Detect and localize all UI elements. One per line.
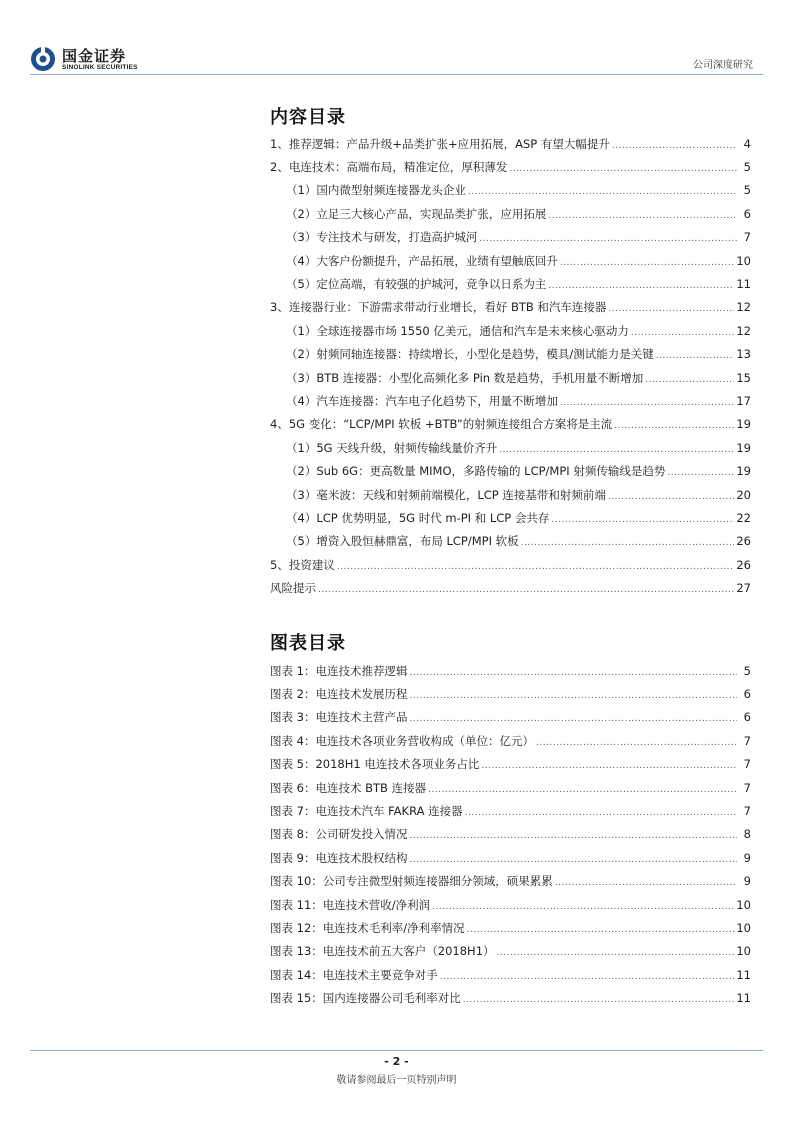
- toc-entry[interactable]: [270, 459, 751, 482]
- figure-entry[interactable]: [270, 963, 751, 986]
- toc-entry[interactable]: [270, 413, 751, 436]
- entry-title: 风险提示: [270, 581, 316, 596]
- entry-page: 22: [736, 510, 751, 525]
- dot-leader: [481, 758, 737, 770]
- entry-title: 图表 3：电连技术主营产品: [270, 710, 408, 725]
- figures-title: 图表目录: [270, 633, 346, 654]
- toc-entry[interactable]: [270, 483, 751, 506]
- entry-title: （1）国内微型射频连接器龙头企业: [286, 183, 466, 198]
- toc-entry[interactable]: [270, 436, 751, 459]
- entry-page: 26: [736, 534, 751, 549]
- entry-title: 图表 12：电连技术毛利率/净利率情况: [270, 920, 465, 935]
- entry-title: 图表 1：电连技术推荐逻辑: [270, 663, 408, 678]
- entry-title: 图表 8：公司研发投入情况: [270, 827, 408, 842]
- entry-title: （1）全球连接器市场 1550 亿美元，通信和汽车是未来核心驱动力: [286, 323, 629, 338]
- entry-page: 26: [736, 557, 751, 572]
- toc-entry[interactable]: [270, 132, 751, 155]
- entry-title: （2）射频同轴连接器：持续增长，小型化是趋势，模具/测试能力是关键: [286, 347, 654, 362]
- toc-entry[interactable]: [270, 272, 751, 295]
- figure-entry[interactable]: [270, 682, 751, 705]
- dot-leader: [548, 278, 734, 290]
- entry-page: 10: [736, 897, 751, 912]
- dot-leader: [497, 945, 735, 957]
- entry-title: （5）增资入股恒赫鼎富，布局 LCP/MPI 软板: [286, 534, 519, 549]
- entry-page: 6: [743, 710, 751, 725]
- entry-title: 图表 13：电连技术前五大客户（2018H1）: [270, 944, 495, 959]
- dot-leader: [463, 992, 735, 1004]
- toc-entry[interactable]: [270, 576, 751, 599]
- dot-leader: [555, 875, 737, 887]
- dot-leader: [560, 395, 735, 407]
- entry-page: 27: [736, 581, 751, 596]
- dot-leader: [409, 828, 737, 840]
- figure-entry[interactable]: [270, 823, 751, 846]
- entry-title: 图表 14：电连技术主要竞争对手: [270, 967, 438, 982]
- entry-page: 19: [736, 417, 751, 432]
- entry-title: （4）LCP 优势明显，5G 时代 m-PI 和 LCP 会共存: [286, 510, 550, 525]
- dot-leader: [479, 231, 737, 243]
- figure-entry[interactable]: [270, 659, 751, 682]
- entry-title: （1）5G 天线升级，射频传输线量价齐升: [286, 440, 498, 455]
- figure-entry[interactable]: [270, 776, 751, 799]
- figure-entry[interactable]: [270, 706, 751, 729]
- sinolink-logo-icon: [30, 46, 56, 72]
- dot-leader: [608, 301, 734, 313]
- entry-page: 6: [743, 687, 751, 702]
- toc-entry[interactable]: [270, 553, 751, 576]
- toc-entry[interactable]: [270, 226, 751, 249]
- entry-page: 5: [743, 663, 751, 678]
- entry-title: 2、电连技术：高端布局，精准定位，厚积薄发: [270, 160, 508, 175]
- entry-title: 5、投资建议: [270, 557, 335, 572]
- entry-page: 15: [736, 370, 751, 385]
- toc-entry[interactable]: [270, 319, 751, 342]
- figure-entry[interactable]: [270, 870, 751, 893]
- figure-entry[interactable]: [270, 940, 751, 963]
- entry-page: 9: [743, 850, 751, 865]
- toc-entry[interactable]: [270, 155, 751, 178]
- entry-page: 12: [736, 323, 751, 338]
- entry-page: 10: [736, 253, 751, 268]
- logo-text-cn: 国金证券: [62, 47, 127, 65]
- entry-title: 图表 4：电连技术各项业务营收构成（单位：亿元）: [270, 733, 534, 748]
- entry-title: （4）大客户份额提升，产品拓展，业绩有望触底回升: [286, 253, 558, 268]
- contents-list: [270, 132, 751, 600]
- entry-page: 7: [743, 230, 751, 245]
- entry-title: （2）Sub 6G：更高数量 MIMO，多路传输的 LCP/MPI 射频传输线是趋势: [286, 464, 666, 479]
- entry-title: （4）汽车连接器：汽车电子化趋势下，用量不断增加: [286, 393, 558, 408]
- entry-page: 11: [736, 967, 751, 982]
- dot-leader: [428, 782, 737, 794]
- entry-title: 图表 9：电连技术股权结构: [270, 850, 408, 865]
- entry-title: 图表 5：2018H1 电连技术各项业务占比: [270, 757, 480, 772]
- entry-title: （2）立足三大核心产品，实现品类扩张，应用拓展: [286, 206, 547, 221]
- logo-text-en: SINOLINK SECURITIES: [62, 64, 138, 71]
- contents-title: 内容目录: [270, 107, 346, 128]
- dot-leader: [612, 138, 737, 150]
- entry-title: （5）定位高端，有较强的护城河，竞争以日系为主: [286, 277, 547, 292]
- entry-page: 17: [736, 393, 751, 408]
- toc-entry[interactable]: [270, 389, 751, 412]
- dot-leader: [409, 852, 737, 864]
- entry-title: （3）毫米波：天线和射频前端模化，LCP 连接基带和射频前端: [286, 487, 606, 502]
- entry-title: 3、连接器行业：下游需求带动行业增长，看好 BTB 和汽车连接器: [270, 300, 607, 315]
- entry-page: 9: [743, 874, 751, 889]
- figures-list: [270, 659, 751, 1010]
- entry-page: 19: [736, 440, 751, 455]
- entry-title: （3）专注技术与研发，打造高护城河: [286, 230, 478, 245]
- dot-leader: [432, 899, 734, 911]
- entry-page: 8: [743, 827, 751, 842]
- toc-entry[interactable]: [270, 366, 751, 389]
- dot-leader: [631, 325, 734, 337]
- entry-title: 图表 6：电连技术 BTB 连接器: [270, 780, 427, 795]
- dot-leader: [467, 922, 735, 934]
- dot-leader: [521, 535, 735, 547]
- entry-page: 7: [743, 733, 751, 748]
- dot-leader: [440, 969, 735, 981]
- dot-leader: [667, 465, 734, 477]
- figure-entry[interactable]: [270, 893, 751, 916]
- footer-divider: [30, 1050, 763, 1051]
- figure-entry[interactable]: [270, 729, 751, 752]
- document-type: 公司深度研究: [693, 60, 753, 71]
- dot-leader: [499, 442, 734, 454]
- dot-leader: [318, 582, 734, 594]
- figure-entry[interactable]: [270, 753, 751, 776]
- toc-entry[interactable]: [270, 296, 751, 319]
- dot-leader: [465, 805, 737, 817]
- entry-page: 13: [736, 347, 751, 362]
- entry-page: 11: [736, 991, 751, 1006]
- entry-title: 图表 15：国内连接器公司毛利率对比: [270, 991, 461, 1006]
- dot-leader: [614, 418, 734, 430]
- entry-page: 11: [736, 277, 751, 292]
- entry-page: 20: [736, 487, 751, 502]
- dot-leader: [509, 161, 737, 173]
- figure-entry[interactable]: [270, 799, 751, 822]
- entry-page: 5: [743, 160, 751, 175]
- entry-title: 1、推荐逻辑：产品升级+品类扩张+应用拓展，ASP 有望大幅提升: [270, 136, 610, 151]
- entry-title: 图表 10：公司专注微型射频连接器细分领域，硕果累累: [270, 874, 553, 889]
- dot-leader: [409, 688, 737, 700]
- figure-entry[interactable]: [270, 916, 751, 939]
- entry-page: 12: [736, 300, 751, 315]
- entry-page: 7: [743, 757, 751, 772]
- dot-leader: [409, 711, 737, 723]
- entry-page: 10: [736, 944, 751, 959]
- entry-page: 10: [736, 920, 751, 935]
- entry-title: （3）BTB 连接器：小型化高频化多 Pin 数是趋势，手机用量不断增加: [286, 370, 644, 385]
- entry-page: 7: [743, 780, 751, 795]
- header-divider: [30, 74, 763, 75]
- toc-entry[interactable]: [270, 343, 751, 366]
- dot-leader: [560, 255, 735, 267]
- entry-page: 7: [743, 804, 751, 819]
- dot-leader: [536, 735, 737, 747]
- dot-leader: [656, 348, 735, 360]
- dot-leader: [468, 184, 737, 196]
- entry-title: 图表 11：电连技术营收/净利润: [270, 897, 431, 912]
- toc-entry[interactable]: [270, 202, 751, 225]
- dot-leader: [337, 559, 735, 571]
- figure-entry[interactable]: [270, 986, 751, 1009]
- figure-entry[interactable]: [270, 846, 751, 869]
- page-header: [0, 0, 793, 76]
- entry-page: 5: [743, 183, 751, 198]
- entry-page: 19: [736, 464, 751, 479]
- dot-leader: [645, 372, 734, 384]
- entry-page: 6: [743, 206, 751, 221]
- disclaimer: 敬请参阅最后一页特别声明: [336, 1075, 457, 1086]
- dot-leader: [551, 512, 734, 524]
- entry-title: 4、5G 变化：“LCP/MPI 软板 +BTB”的射频连接组合方案将是主流: [270, 417, 613, 432]
- toc-entry[interactable]: [270, 179, 751, 202]
- dot-leader: [548, 208, 737, 220]
- toc-entry[interactable]: [270, 249, 751, 272]
- toc-entry[interactable]: [270, 506, 751, 529]
- entry-title: 图表 7：电连技术汽车 FAKRA 连接器: [270, 804, 463, 819]
- page-number: - 2 -: [384, 1055, 409, 1068]
- entry-title: 图表 2：电连技术发展历程: [270, 687, 408, 702]
- dot-leader: [608, 489, 735, 501]
- toc-entry[interactable]: [270, 530, 751, 553]
- dot-leader: [409, 665, 737, 677]
- entry-page: 4: [743, 136, 751, 151]
